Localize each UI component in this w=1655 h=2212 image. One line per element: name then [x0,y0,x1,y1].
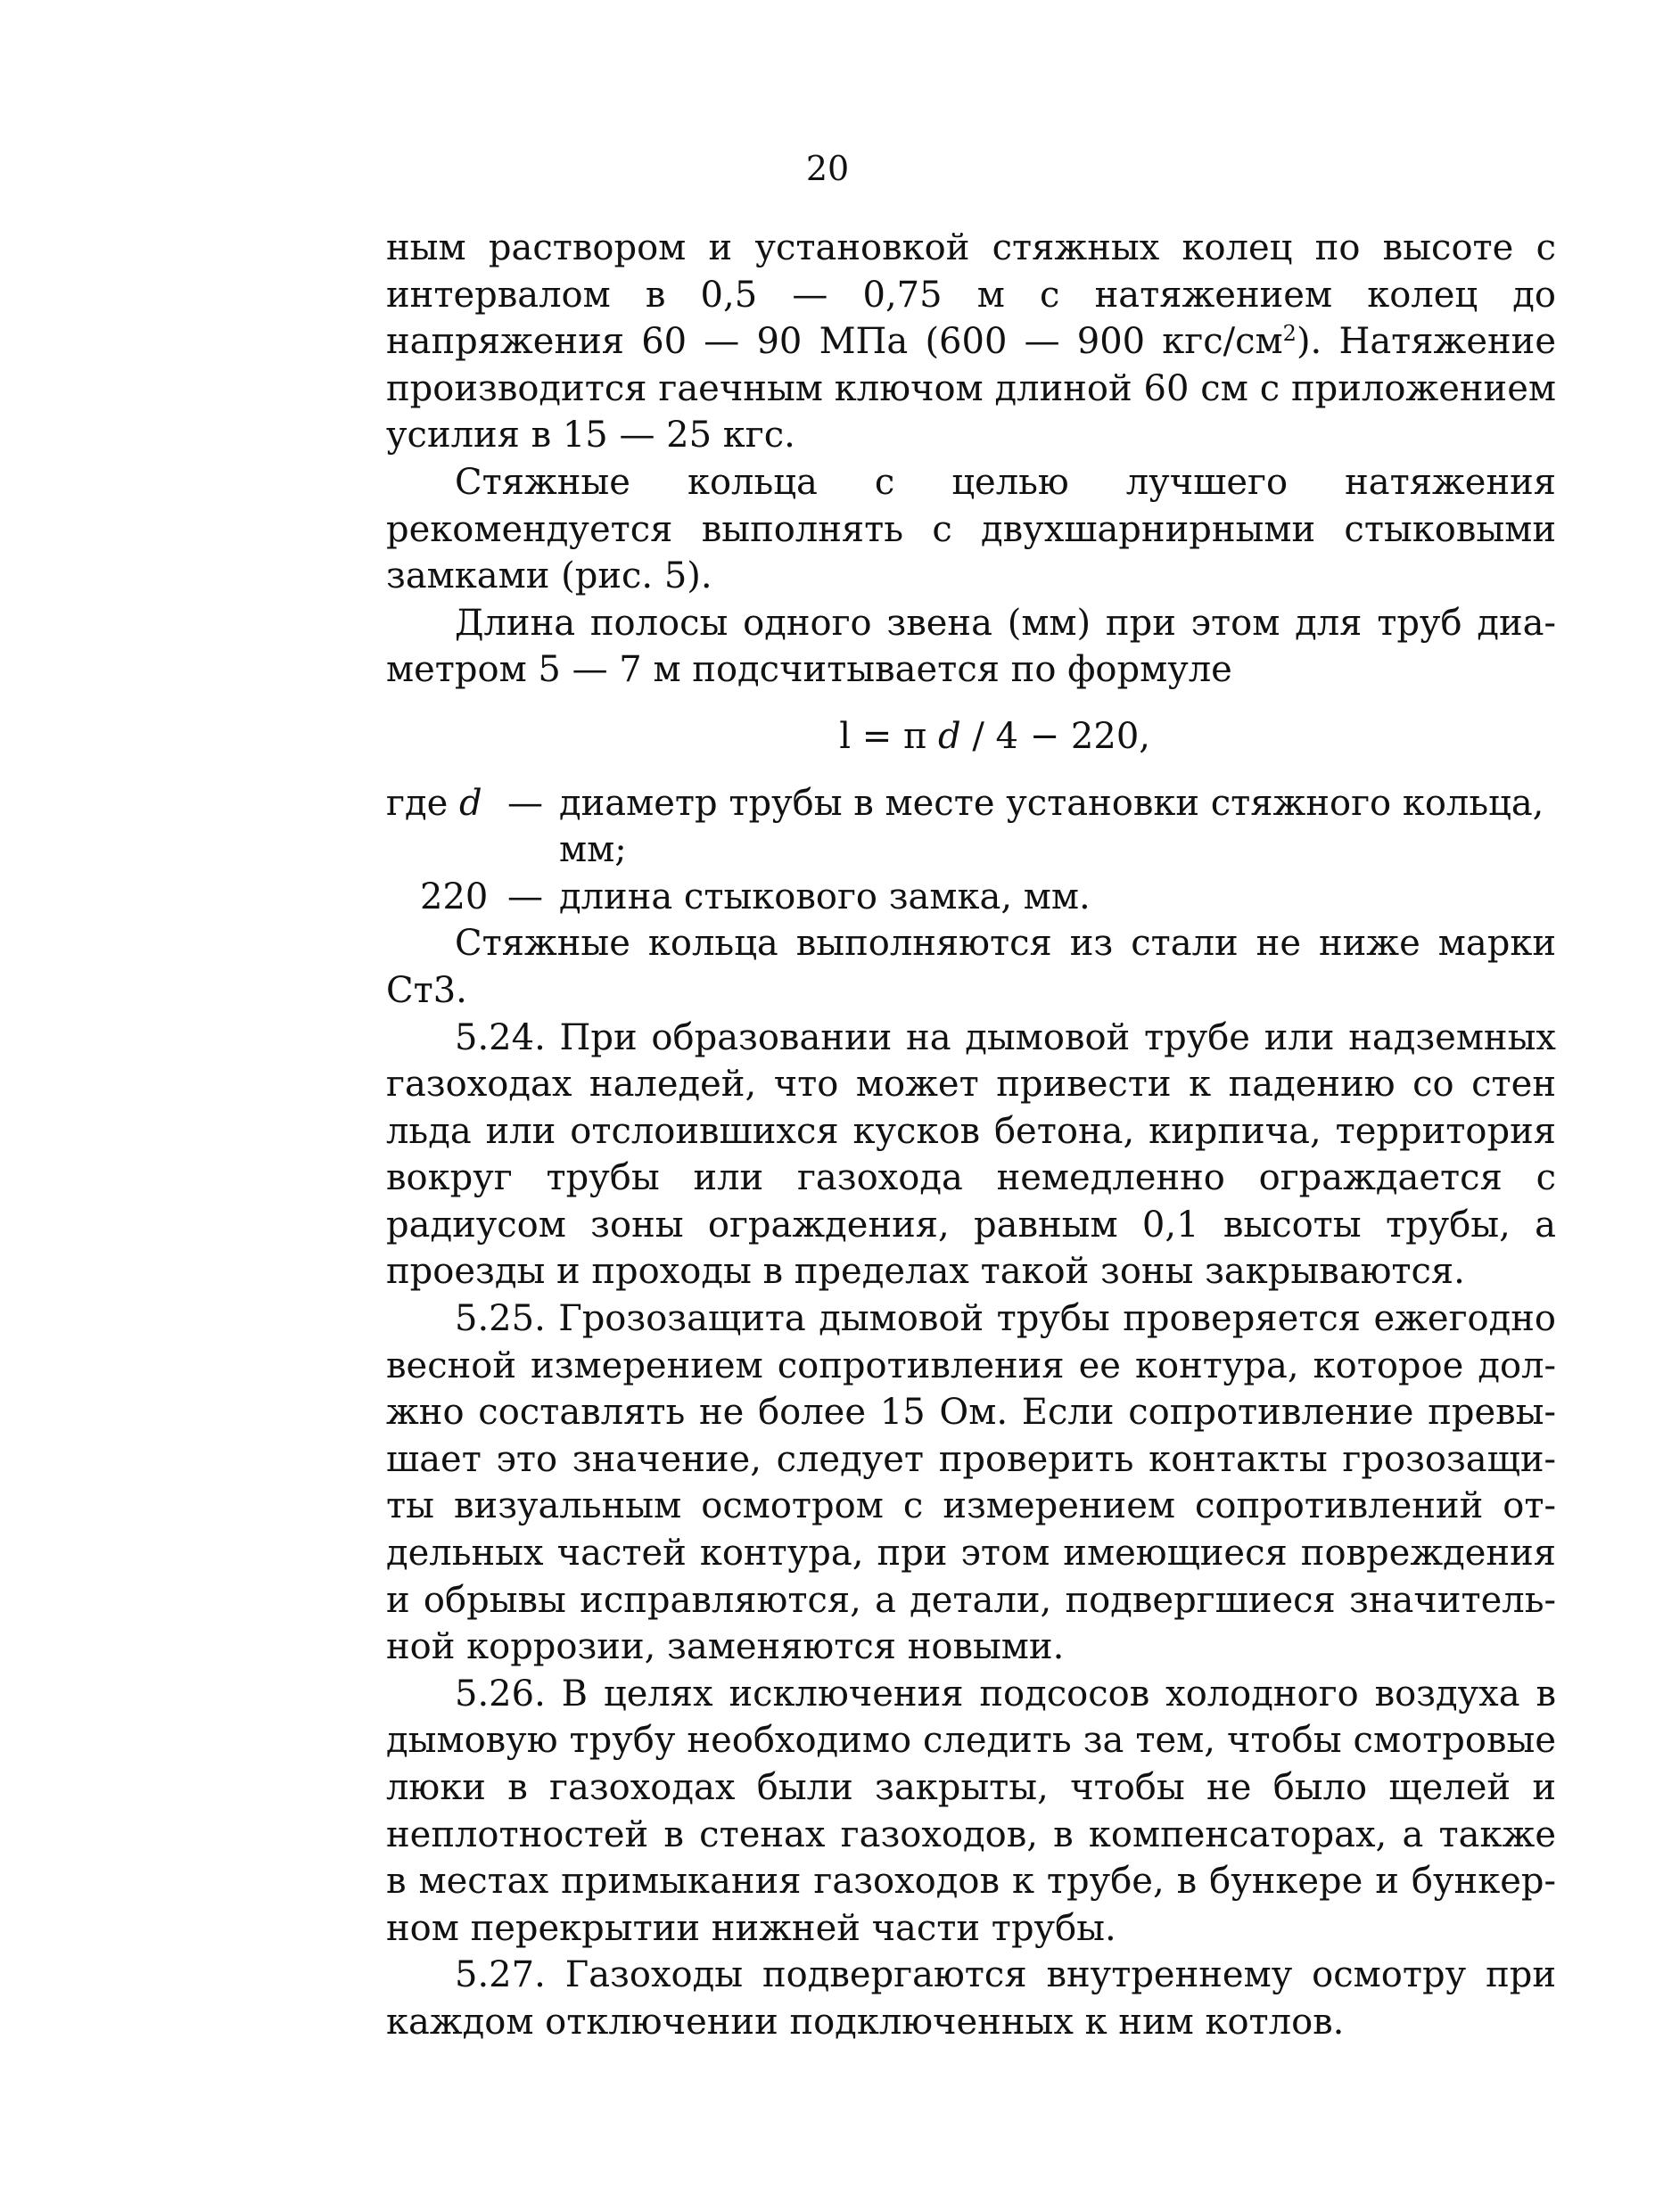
definition-term-220: 220 [420,876,489,917]
definition-term-d [386,780,491,827]
formula-right: / 4 − 220, [960,715,1150,757]
paragraph-steel: Стяжные кольца выполняются из стали не ниже марки Ст3. [386,923,1556,1011]
paragraph-intro [386,225,1556,459]
paragraph-5-24: 5.24. При образовании на дымовой трубе или надземных газоходах наледей, что может привести к падению со стен льда или отслоившихся кусков бетона, кирпича, территория вокруг трубы или газохода немедленно ограждается с радиусом зоны ограждения, равным 0,1 высоты трубы, а проезды и проходы в пределах такой зоны закрываются. [386,1016,1556,1293]
definition-variable: d [458,782,482,824]
paragraph-5-27: 5.27. Газоходы подвергаются внутреннему осмотру при каждом отключении подключенных к ним котлов. [386,1954,1556,2043]
definition-text: диаметр трубы в месте установки стяжного кольца, мм; [559,782,1544,871]
intro-text-tail: ). Натяжение производится гаечным ключом длиной 60 см с приложением усилия в 15 — 25 кгс. [386,321,1556,456]
formula-left: l = π [839,715,927,757]
formula-variable: d [938,715,961,757]
page-body [386,225,1556,2046]
definition-dash: — [507,876,543,917]
page-number: 20 [805,149,850,188]
intro-text: ным раствором и установкой стяжных колец по высоте с интервалом в 0,5 — 0,75 м с натяжением колец до напряжения 60 — 90 МПа (600 — 900 кгс/см [386,227,1556,363]
definition-d [386,780,1556,874]
paragraph-5-25: 5.25. Грозозащита дымовой трубы проверяется ежегодно весной измерением сопротивления ее контура, которое должно составлять не более 15 Ом. Если сопротивление превышает это значение, следует проверить контакты грозозащиты визуальным осмотром с измерением сопротивлений отдельных частей контура, при этом имеющиеся повреждения и обрывы исправляются, а детали, подвергшиеся значительной коррозии, заменяются новыми. [386,1298,1556,1668]
paragraph-5-26: 5.26. В целях исключения подсосов холодного воздуха в дымовую трубу необходимо следить за тем, чтобы смотровые люки в газоходах были закрыты, чтобы не было щелей и неплотностей в стенах газоходов, в компенсаторах, а также в местах примыкания газоходов к трубе, в бункере и бункерном перекрытии нижней части трубы. [386,1673,1556,1949]
paragraph-length: Длина полосы одного звена (мм) при этом для труб диаметром 5 — 7 м подсчитывается по формуле [386,602,1556,691]
definition-prefix: где [386,782,459,824]
superscript-2: 2 [1282,321,1297,347]
formula [386,713,1556,761]
definition-dash: — [507,782,543,824]
paragraph-rings: Стяжные кольца с целью лучшего натяжения рекомендуется выполнять с двухшарнирными стыковыми замками (рис. 5). [386,461,1556,597]
definition-text: длина стыкового замка, мм. [559,876,1091,917]
definition-220 [386,874,1556,921]
